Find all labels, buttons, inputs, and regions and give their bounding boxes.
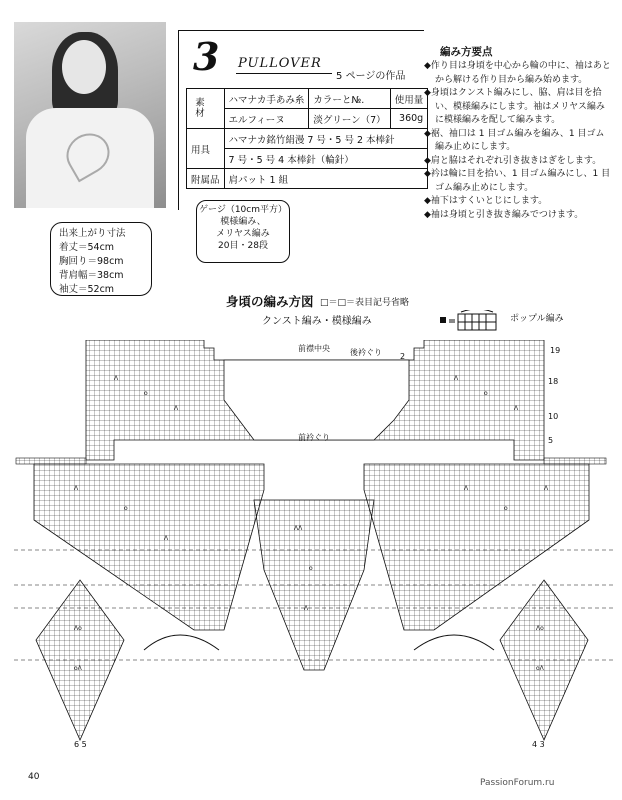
svg-text:Λ: Λ xyxy=(464,485,469,492)
note-item: ◆肩と脇はそれぞれ引き抜きはぎをします。 xyxy=(424,155,602,166)
cell-yarn: エルフィーヌ xyxy=(224,109,309,129)
pattern-number: 3 xyxy=(193,34,220,79)
note-item: ◆裾、袖口は 1 目ゴム編みを編み、1 目ゴム編み止めにします。 xyxy=(424,128,605,152)
svg-text:o: o xyxy=(504,505,508,512)
chart-title: 身頃の編み方図 xyxy=(226,294,314,309)
pattern-title: PULLOVER xyxy=(238,56,322,71)
size-bust: 胸回り＝98cm xyxy=(59,256,124,267)
svg-text:o: o xyxy=(484,390,488,397)
gauge-title: ゲージ（10cm平方） xyxy=(199,205,287,215)
gauge-box xyxy=(196,200,290,263)
photo-face xyxy=(62,40,106,94)
svg-text:o: o xyxy=(144,390,148,397)
svg-text:o: o xyxy=(309,565,313,572)
chart-left-edge xyxy=(16,458,86,464)
svg-text:Λ: Λ xyxy=(164,535,169,542)
svg-text:Λ: Λ xyxy=(454,375,459,382)
svg-text:ΛΛ: ΛΛ xyxy=(294,525,303,532)
label-front-neck: 前衿ぐり xyxy=(298,433,330,442)
label-num-10: 10 xyxy=(548,412,559,421)
label-num-2: 2 xyxy=(400,352,406,361)
chart-center-triangle xyxy=(254,500,374,670)
chart-right-edge xyxy=(544,458,606,464)
notes-title: 編み方要点 xyxy=(440,46,493,58)
svg-text:oΛ: oΛ xyxy=(74,665,82,672)
chart-subtitle: クンスト編み・模様編み xyxy=(262,316,372,327)
label-bottom-left: 6 5 xyxy=(74,740,87,749)
size-length: 着丈＝54cm xyxy=(59,242,115,253)
watermark: PassionForum.ru xyxy=(480,778,555,788)
materials-table xyxy=(186,88,428,189)
svg-text:Λ: Λ xyxy=(304,605,309,612)
knitting-chart xyxy=(14,340,614,760)
svg-text:Λ: Λ xyxy=(544,485,549,492)
label-num-5: 5 xyxy=(548,436,554,445)
popcorn-label: ポップル編み xyxy=(510,314,564,324)
chart-legend: □＝□＝表目記号省略 xyxy=(320,298,410,308)
svg-text:Λ: Λ xyxy=(74,485,79,492)
note-item: ◆袖は身頃と引き抜き編みでつけます。 xyxy=(424,209,584,220)
label-bottom-right: 4 3 xyxy=(532,740,545,749)
cell-amount: 360g xyxy=(390,109,428,129)
cell-tools-2: 7 号・5 号 4 本棒針（輪針） xyxy=(224,149,428,169)
finished-size-box xyxy=(50,222,152,296)
cell-tools-1: ハマナカ銘竹絹漫 7 号・5 号 2 本棒針 xyxy=(224,129,428,149)
label-tools: 用具 xyxy=(187,129,225,169)
model-photo xyxy=(14,22,166,208)
size-title: 出来上がり寸法 xyxy=(59,228,126,239)
page-number: 40 xyxy=(28,772,40,782)
size-shoulder: 背肩幅＝38cm xyxy=(59,270,124,281)
svg-text:Λ: Λ xyxy=(514,405,519,412)
svg-text:Λo: Λo xyxy=(74,625,82,632)
popcorn-symbol-icon xyxy=(440,310,498,332)
label-back-neck: 後衿ぐり xyxy=(350,348,382,357)
cell-color: 淡グリーン（7） xyxy=(309,109,390,129)
svg-text:o: o xyxy=(124,505,128,512)
header-color: カラーと№. xyxy=(309,89,390,109)
note-item: ◆袖下はすくいとじにします。 xyxy=(424,196,548,206)
svg-text:Λo: Λo xyxy=(536,625,544,632)
notes-list xyxy=(424,60,612,222)
label-num-19: 19 xyxy=(550,346,561,355)
header-rule-v xyxy=(178,30,179,210)
header-yarn: ハマナカ手あみ糸 xyxy=(224,89,309,109)
header-amount: 使用量 xyxy=(390,89,428,109)
gauge-line: メリヤス編み xyxy=(216,229,270,239)
svg-text:Λ: Λ xyxy=(114,375,119,382)
note-item: ◆衿は輪に目を拾い、1 目ゴム編みにし、1 目ゴム編み止めにします。 xyxy=(424,169,611,193)
header-rule-h xyxy=(178,30,424,31)
label-num-18: 18 xyxy=(548,377,559,386)
title-underline xyxy=(236,73,332,74)
note-item: ◆身頃はクンスト編みにし、脇、肩は目を拾い、模様編みにします。袖はメリヤス編みに模様編みを配して編みます。 xyxy=(424,88,605,125)
svg-text:Λ: Λ xyxy=(174,405,179,412)
chart-left-arc xyxy=(144,635,219,650)
gauge-line: 模様編み、 xyxy=(220,217,266,227)
label-materials: 素材 xyxy=(187,89,225,129)
size-sleeve: 袖丈＝52cm xyxy=(59,284,115,295)
svg-text:oΛ: oΛ xyxy=(536,665,544,672)
cell-accessory: 肩パット 1 組 xyxy=(224,169,428,189)
page-reference: 5 ページの作品 xyxy=(336,71,406,82)
label-accessories: 附属品 xyxy=(187,169,225,189)
note-item: ◆作り目は身頃を中心から輪の中に、袖はあとから解ける作り目から編み始めます。 xyxy=(424,61,611,85)
label-front-center: 前襟中央 xyxy=(298,344,330,353)
chart-right-arc xyxy=(414,635,494,650)
chart-neck-cutout xyxy=(224,360,409,440)
gauge-line: 20目・28段 xyxy=(218,241,268,251)
